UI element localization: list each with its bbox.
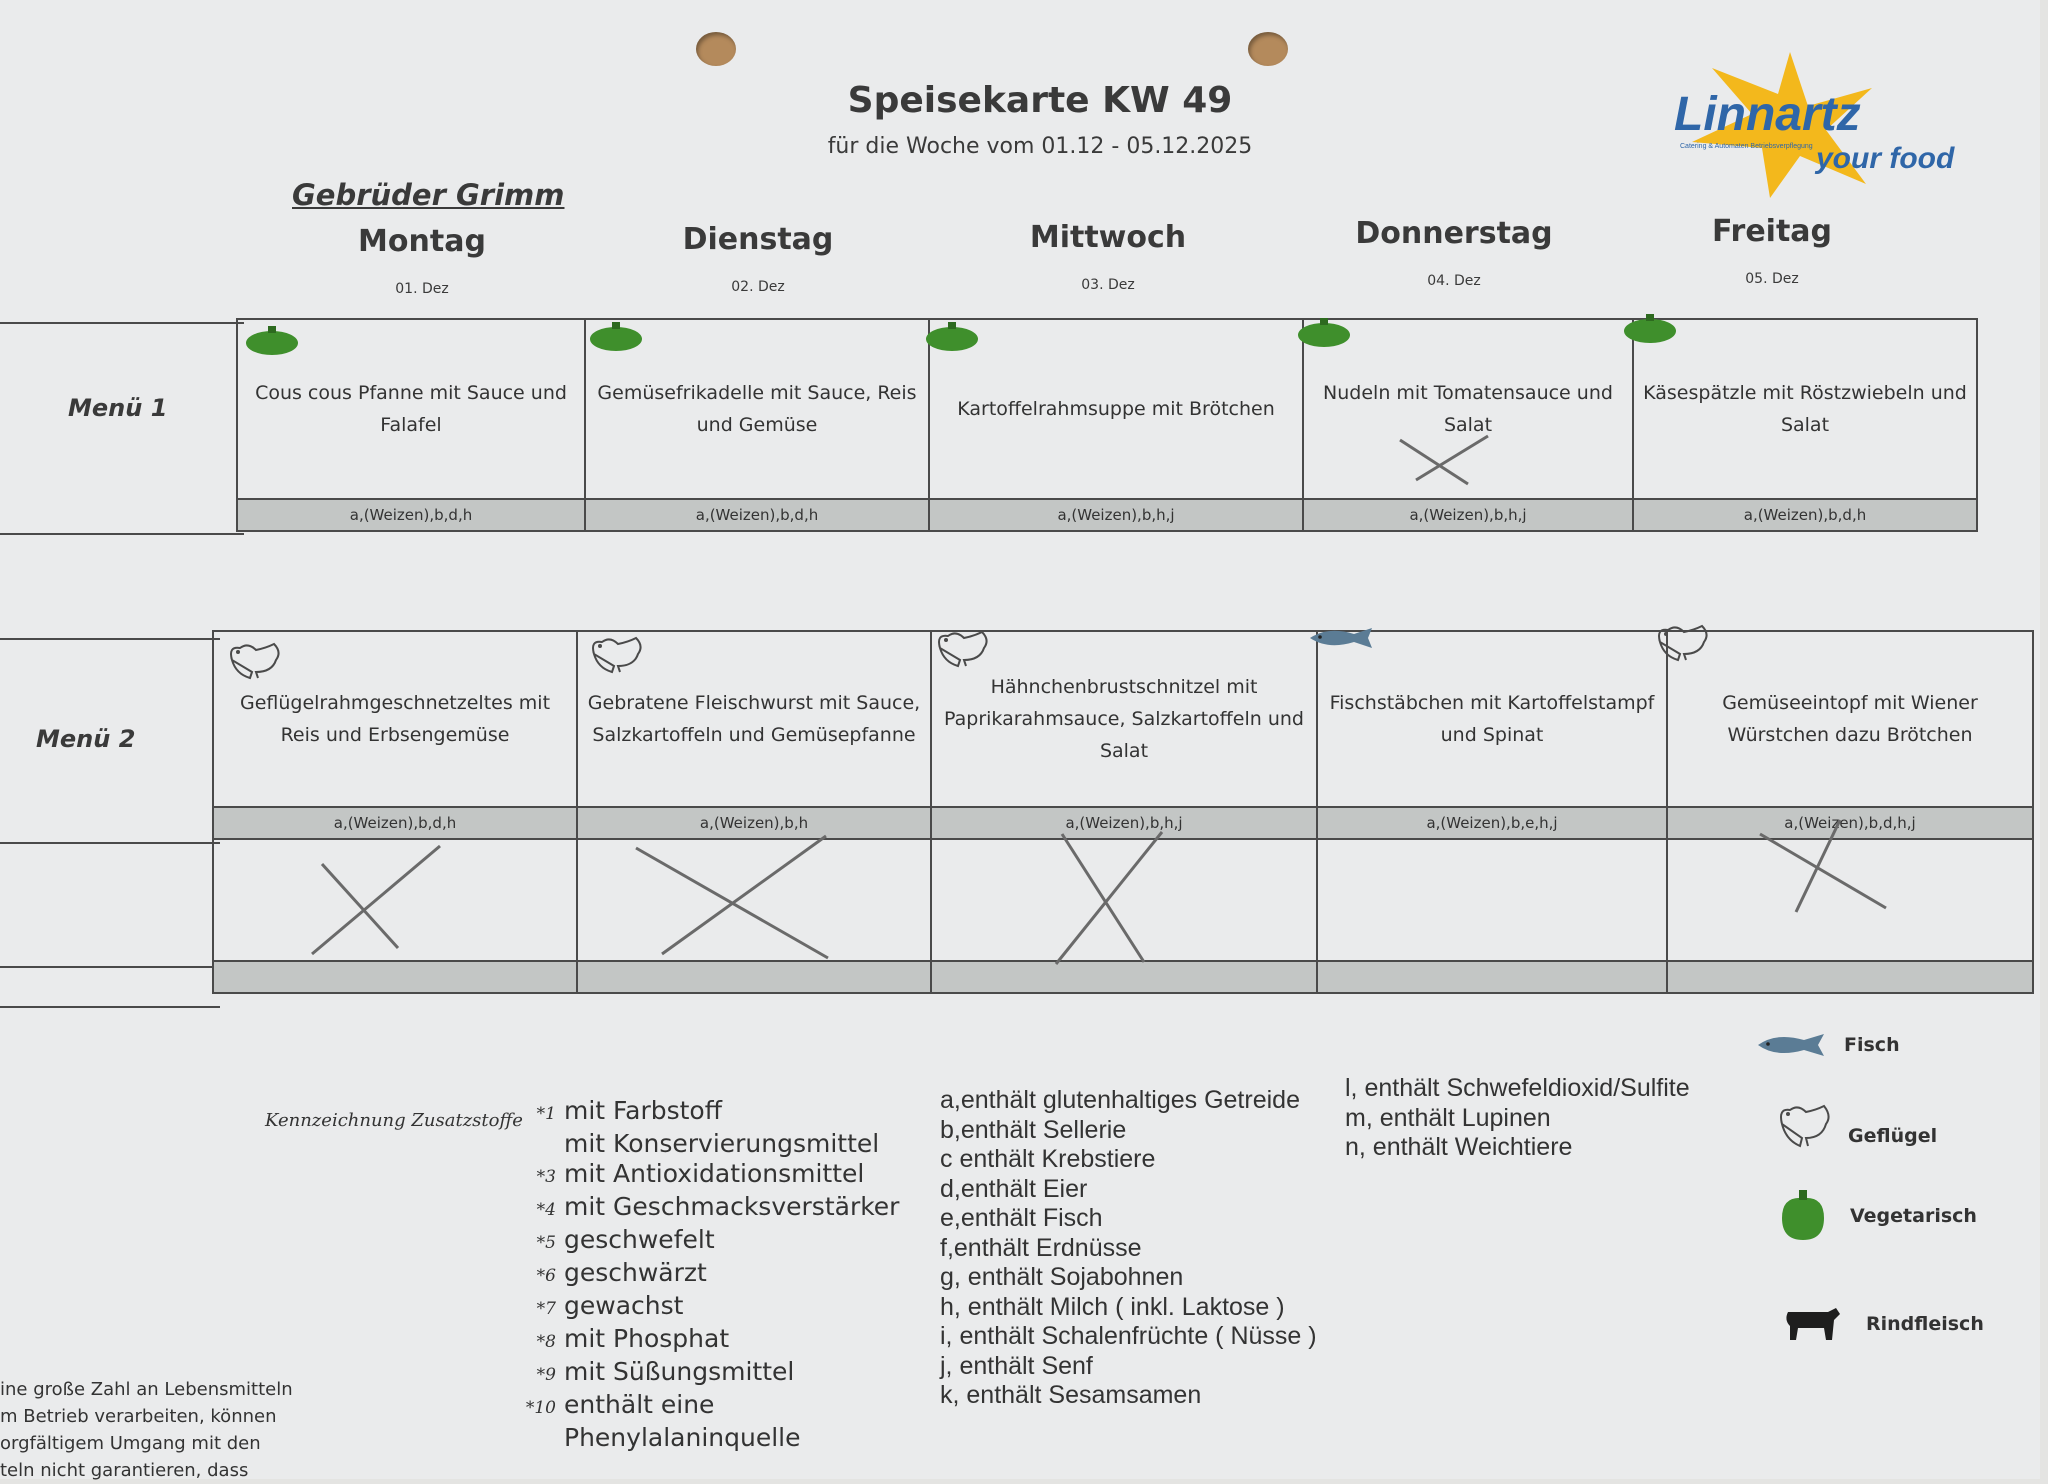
allergen-item: j, enthält Senf — [940, 1351, 1093, 1380]
menu2-middle-line — [0, 842, 220, 844]
menu1-bottom-line — [0, 533, 244, 535]
footnote-text — [0, 1376, 320, 1484]
symbol-fish — [1754, 1032, 1900, 1058]
menu1-allergens-donnerstag: a,(Weizen),b,h,j — [1303, 499, 1633, 531]
additive-item: Phenylalaninquelle — [564, 1423, 801, 1452]
handwritten-cross-mark — [1756, 816, 1892, 916]
poultry-icon — [1772, 1100, 1838, 1148]
menu1-dish-mittwoch: Kartoffelrahmsuppe mit Brötchen — [929, 319, 1303, 499]
menu1-dish-donnerstag: Nudeln mit Tomatensauce und Salat — [1303, 319, 1633, 499]
additive-item: *3 mit Antioxidationsmittel — [536, 1159, 865, 1188]
beef-icon — [1780, 1304, 1842, 1344]
poultry-icon — [222, 638, 288, 680]
menu2-top-line — [0, 638, 220, 640]
allergen-item: d,enthält Eier — [940, 1174, 1088, 1203]
menu2-allergens-mittwoch: a,(Weizen),b,h,j — [931, 807, 1317, 839]
allergen-item: l, enthält Schwefeldioxid/Sulfite — [1345, 1074, 1690, 1102]
day-date: 05. Dez — [1745, 271, 1799, 287]
day-header-dienstag — [608, 222, 908, 295]
menu2-lower-line — [0, 1006, 220, 1008]
additives-list — [520, 1096, 940, 1453]
footnote-line: teln nicht garantieren, dass — [0, 1460, 249, 1481]
handwritten-cross-mark — [1050, 828, 1170, 968]
logo-tagline: your food — [1816, 142, 1955, 175]
menu2-dish-mittwoch: Hähnchenbrustschnitzel mit Paprikarahmsauce, Salzkartoffeln und Salat — [931, 631, 1317, 807]
day-date: 04. Dez — [1427, 273, 1481, 289]
additive-item: *6 geschwärzt — [536, 1258, 707, 1287]
day-header-donnerstag — [1304, 216, 1604, 289]
menu1-dish-dienstag: Gemüsefrikadelle mit Sauce, Reis und Gemüse — [585, 319, 929, 499]
allergen-item: b,enthält Sellerie — [940, 1115, 1127, 1144]
allergens-list-2 — [1345, 1074, 1765, 1163]
menu2-allergens-dienstag: a,(Weizen),b,h — [577, 807, 931, 839]
page-subtitle: für die Woche vom 01.12 - 05.12.2025 — [827, 134, 1253, 159]
allergens-list-1 — [940, 1086, 1360, 1411]
punch-hole-right — [1248, 32, 1288, 66]
symbol-vegetarian — [1778, 1188, 1977, 1244]
day-name: Freitag — [1711, 214, 1833, 249]
punch-hole-left — [696, 32, 736, 66]
allergen-item: a,enthält glutenhaltiges Getreide — [940, 1086, 1300, 1114]
vegetarian-icon — [588, 322, 644, 352]
menu1-allergen-row — [237, 499, 1977, 531]
menu1-label: Menü 1 — [68, 394, 168, 422]
additive-item: *1 mit Farbstoff — [536, 1096, 722, 1125]
allergen-item: n, enthält Weichtiere — [1345, 1133, 1573, 1161]
logo-name: Linnartz — [1674, 88, 1861, 141]
menu2-allergens-donnerstag: a,(Weizen),b,e,h,j — [1317, 807, 1667, 839]
symbol-label: Fisch — [1844, 1034, 1900, 1056]
menu1-dish-montag: Cous cous Pfanne mit Sauce und Falafel — [237, 319, 585, 499]
empty-cell — [1667, 961, 2033, 993]
allergen-item: g, enthält Sojabohnen — [940, 1263, 1184, 1291]
day-date: 01. Dez — [395, 281, 449, 297]
handwritten-cross-mark — [300, 842, 450, 962]
additive-item: *8 mit Phosphat — [536, 1324, 730, 1353]
vegetarian-icon — [924, 322, 980, 352]
additive-item: *9 mit Süßungsmittel — [536, 1357, 795, 1386]
day-header-mittwoch — [958, 220, 1258, 293]
allergen-item: k, enthält Sesamsamen — [940, 1381, 1202, 1409]
menu1-allergens-freitag: a,(Weizen),b,d,h — [1633, 499, 1977, 531]
menu1-dish-freitag: Käsespätzle mit Röstzwiebeln und Salat — [1633, 319, 1977, 499]
menu2-dish-row — [213, 631, 2033, 807]
menu1-allergens-mittwoch: a,(Weizen),b,h,j — [929, 499, 1303, 531]
fish-icon — [1306, 626, 1384, 650]
page-title: Speisekarte KW 49 — [847, 80, 1233, 121]
vegetarian-icon — [1778, 1188, 1828, 1244]
footnote-line: m Betrieb verarbeiten, können — [0, 1406, 277, 1427]
symbol-beef — [1780, 1304, 1984, 1344]
menu2-dish-montag: Geflügelrahmgeschnetzeltes mit Reis und Erbsengemüse — [213, 631, 577, 807]
allergen-item: f,enthält Erdnüsse — [940, 1233, 1142, 1262]
fish-icon — [1754, 1032, 1834, 1058]
allergen-item: e,enthält Fisch — [940, 1204, 1103, 1232]
day-name: Montag — [358, 224, 486, 259]
menu1-top-line — [0, 322, 244, 324]
symbol-label: Geflügel — [1848, 1125, 1938, 1147]
day-name: Mittwoch — [1029, 220, 1187, 255]
allergen-item: m, enthält Lupinen — [1345, 1103, 1551, 1132]
additive-item: *10 enthält eine — [525, 1390, 715, 1419]
menu2-label: Menü 2 — [36, 725, 136, 753]
footnote-line: orgfältigem Umgang mit den — [0, 1433, 261, 1454]
allergen-item: c enthält Krebstiere — [940, 1145, 1156, 1173]
day-date: 03. Dez — [1081, 277, 1135, 293]
menu1-dish-row — [237, 319, 1977, 499]
empty-cell — [1317, 961, 1667, 993]
symbol-label: Rindfleisch — [1866, 1313, 1984, 1335]
logo-small-text: Catering & Automaten Betriebsverpflegung — [1680, 143, 1813, 150]
day-header-freitag — [1622, 214, 1922, 287]
additive-item: mit Konservierungsmittel — [564, 1129, 880, 1158]
vegetarian-icon — [1622, 314, 1678, 344]
poultry-icon — [1650, 620, 1716, 662]
allergen-item: i, enthält Schalenfrüchte ( Nüsse ) — [940, 1322, 1317, 1350]
empty-cell — [1317, 839, 1667, 961]
menu1-allergens-montag: a,(Weizen),b,d,h — [237, 499, 585, 531]
menu1-allergens-dienstag: a,(Weizen),b,d,h — [585, 499, 929, 531]
menu2-bottom-line — [0, 966, 220, 968]
day-name: Dienstag — [682, 222, 834, 257]
menu1-table — [236, 318, 1978, 532]
additive-item: *5 geschwefelt — [536, 1225, 715, 1254]
menu2-dish-dienstag: Gebratene Fleischwurst mit Sauce, Salzkartoffeln und Gemüsepfanne — [577, 631, 931, 807]
empty-cell — [213, 961, 577, 993]
linnartz-logo — [1640, 48, 1955, 198]
handwritten-cross-mark — [1396, 432, 1496, 488]
menu2-dish-donnerstag: Fischstäbchen mit Kartoffelstampf und Spinat — [1317, 631, 1667, 807]
vegetarian-icon — [244, 326, 300, 356]
poultry-icon — [584, 632, 650, 674]
symbol-poultry — [1772, 1100, 1937, 1148]
allergen-item: h, enthält Milch ( inkl. Laktose ) — [940, 1292, 1285, 1321]
additive-item: *4 mit Geschmacksverstärker — [536, 1192, 900, 1221]
symbol-label: Vegetarisch — [1850, 1205, 1977, 1227]
additive-item: *7 gewachst — [536, 1291, 684, 1320]
footnote-line: ine große Zahl an Lebensmitteln — [0, 1379, 293, 1400]
day-date: 02. Dez — [731, 279, 785, 295]
handwritten-cross-mark — [630, 830, 840, 966]
menu2-allergens-montag: a,(Weizen),b,d,h — [213, 807, 577, 839]
menu2-allergens-freitag: a,(Weizen),b,d,h,j — [1667, 807, 2033, 839]
menu2-dish-freitag: Gemüseeintopf mit Wiener Würstchen dazu Brötchen — [1667, 631, 2033, 807]
vegetarian-icon — [1296, 318, 1352, 348]
additives-title: Kennzeichnung Zusatzstoffe — [265, 1110, 523, 1131]
location-name: Gebrüder Grimm — [292, 178, 565, 212]
day-name: Donnerstag — [1355, 216, 1553, 251]
poultry-icon — [930, 626, 996, 668]
day-header-montag — [272, 224, 572, 297]
